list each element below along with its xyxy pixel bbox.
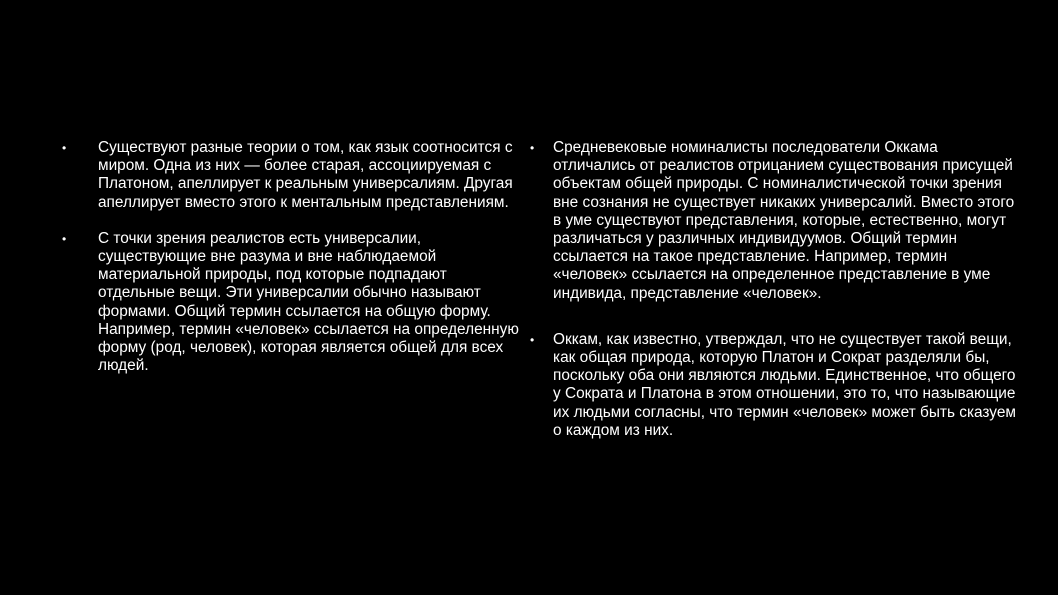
bullet-item	[62, 230, 522, 376]
right-column	[528, 139, 1018, 440]
bullet-item	[62, 139, 522, 212]
bullet-point: •	[62, 231, 67, 246]
bullet-item	[528, 331, 1018, 440]
bullet-text: Средневековые номиналисты последователи Оккама отличались от реалистов отрицанием существования присущей объектам общей природы. С номиналистической точки зрения вне сознания не существует никаких универсалий. Вместо этого в уме существуют представления, которые, естественно, могут различаться у различных индивидуумов. Общий термин ссылается на такое представление. Например, термин «человек» ссылается на определенное представление в уме индивида, представление «человек».	[553, 139, 1015, 302]
bullet-item	[528, 139, 1018, 303]
left-column	[62, 139, 522, 375]
bullet-point: •	[62, 141, 67, 155]
bullet-point: •	[530, 141, 535, 155]
bullet-text: Оккам, как известно, утверждал, что не существует такой вещи, как общая природа, которую Платон и Сократ разделяли бы, поскольку оба они являются людьми. Единственное, что общего у Сократа и Платона в этом отношении, это то, что называющие их людьми согласны, что термин «человек» может быть сказуем о каждом из них.	[553, 330, 1016, 439]
bullet-text: Существуют разные теории о том, как язык соотносится с миром. Одна из них — более старая, ассоциируемая с Платоном, апеллирует к реальным универсалиям. Другая апеллирует вместо этого к ментальным представлениям.	[98, 139, 513, 211]
bullet-point: •	[530, 332, 535, 347]
bullet-text: С точки зрения реалистов есть универсалии, существующие вне разума и вне наблюдаемой материальной природы, под которые подпадают отдельные вещи. Эти универсалии обычно называют формами. Общий термин ссылается на общую форму. Например, термин «человек» ссылается на определенную форму (род, человек), которая является общей для всех людей.	[98, 229, 519, 375]
